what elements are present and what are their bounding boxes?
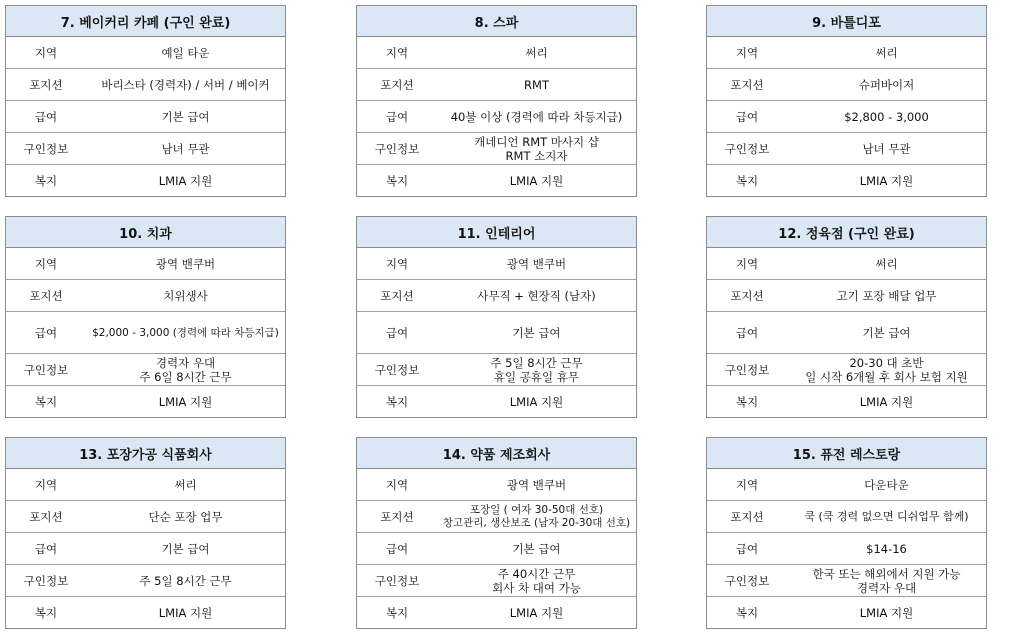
job-card-8 [356,5,637,197]
value-region: 광역 밴쿠버 [506,477,567,492]
label-salary: 급여 [385,325,409,340]
value-salary: 기본 급여 [161,541,210,556]
label-salary: 급여 [735,325,759,340]
job-card-12 [706,216,987,418]
row-benefit [707,165,986,196]
value-benefit: LMIA 지원 [859,605,914,620]
row-region [357,469,636,501]
value-info: 남녀 무관 [862,141,911,156]
row-info [6,354,285,386]
card-title: 10. 치과 [6,217,285,248]
value-region: 광역 밴쿠버 [506,256,567,271]
card-title: 12. 정육점 (구인 완료) [707,217,986,248]
value-region: 써리 [174,477,197,492]
row-position [357,280,636,312]
row-info [357,354,636,386]
label-info: 구인정보 [23,362,69,377]
job-card-14 [356,437,637,629]
label-region: 지역 [735,477,759,492]
value-position: 슈퍼바이저 [858,77,915,92]
label-benefit: 복지 [34,605,58,620]
row-info [6,565,285,597]
value-salary: 기본 급여 [862,325,911,340]
value-position: 바리스타 (경력자) / 서버 / 베이커 [101,77,270,92]
value-info: 남녀 무관 [161,141,210,156]
row-salary [357,533,636,565]
job-card-10 [5,216,286,418]
value-info: 주 5일 8시간 근무 [139,573,232,588]
value-benefit: LMIA 지원 [509,605,564,620]
value-region: 광역 밴쿠버 [155,256,216,271]
row-region [707,37,986,69]
row-salary [357,101,636,133]
value-salary: 기본 급여 [512,541,561,556]
label-salary: 급여 [735,541,759,556]
value-position: 쿡 (쿡 경력 없으면 디쉬업무 함께) [804,509,969,523]
label-region: 지역 [34,477,58,492]
row-region [6,248,285,280]
row-salary [6,101,285,133]
label-position: 포지션 [29,288,63,303]
value-region: 예일 타운 [161,45,210,60]
label-position: 포지션 [380,288,414,303]
label-region: 지역 [385,256,409,271]
label-benefit: 복지 [385,173,409,188]
value-salary: $14-16 [866,541,907,556]
value-info: 한국 또는 해외에서 지원 가능 경력자 우대 [812,566,961,595]
card-title: 7. 베이커리 카페 (구인 완료) [6,6,285,37]
label-info: 구인정보 [724,141,770,156]
value-position: 고기 포장 배달 업무 [836,288,937,303]
value-position: 사무직 + 현장직 (남자) [477,288,596,303]
row-benefit [357,165,636,196]
row-region [6,469,285,501]
row-info [357,565,636,597]
row-info [6,133,285,165]
row-info [707,565,986,597]
value-position: RMT [524,77,549,92]
value-salary: $2,000 - 3,000 (경력에 따라 차등지급) [92,326,279,339]
row-position [707,501,986,533]
row-region [357,248,636,280]
value-info: 캐네디언 RMT 마사지 샵 RMT 소지자 [474,134,599,163]
job-card-9 [706,5,987,197]
value-benefit: LMIA 지원 [509,394,564,409]
label-info: 구인정보 [23,573,69,588]
value-salary: 기본 급여 [161,109,210,124]
label-benefit: 복지 [735,394,759,409]
row-benefit [6,386,285,417]
value-benefit: LMIA 지원 [158,173,213,188]
value-position: 포장일 ( 여자 30-50대 선호) 창고관리, 생산보조 (남자 20-30대 선호) [442,503,631,529]
label-benefit: 복지 [34,394,58,409]
label-region: 지역 [34,45,58,60]
card-title: 11. 인테리어 [357,217,636,248]
label-info: 구인정보 [724,573,770,588]
label-info: 구인정보 [374,573,420,588]
label-position: 포지션 [730,288,764,303]
label-position: 포지션 [730,509,764,524]
row-position [6,280,285,312]
value-salary: 40불 이상 (경력에 따라 차등지급) [450,109,623,124]
row-position [707,280,986,312]
row-benefit [707,386,986,417]
label-salary: 급여 [34,541,58,556]
label-benefit: 복지 [385,605,409,620]
label-salary: 급여 [34,325,58,340]
label-region: 지역 [385,477,409,492]
job-card-11 [356,216,637,418]
job-card-7 [5,5,286,197]
row-position [707,69,986,101]
label-salary: 급여 [385,109,409,124]
job-card-15 [706,437,987,629]
label-position: 포지션 [380,77,414,92]
value-benefit: LMIA 지원 [158,605,213,620]
row-region [707,248,986,280]
row-info [707,133,986,165]
card-title: 9. 바틀디포 [707,6,986,37]
row-region [6,37,285,69]
row-salary [357,312,636,354]
label-info: 구인정보 [374,362,420,377]
label-benefit: 복지 [34,173,58,188]
value-region: 써리 [875,45,898,60]
value-benefit: LMIA 지원 [859,394,914,409]
card-title: 14. 약품 제조회사 [357,438,636,469]
label-region: 지역 [735,256,759,271]
label-benefit: 복지 [735,173,759,188]
label-position: 포지션 [380,509,414,524]
value-region: 써리 [875,256,898,271]
row-benefit [6,165,285,196]
row-salary [707,101,986,133]
label-info: 구인정보 [724,362,770,377]
label-benefit: 복지 [385,394,409,409]
card-title: 13. 포장가공 식품회사 [6,438,285,469]
row-position [357,69,636,101]
row-info [357,133,636,165]
label-region: 지역 [735,45,759,60]
value-region: 써리 [525,45,548,60]
row-region [707,469,986,501]
value-salary: 기본 급여 [512,325,561,340]
row-position [6,501,285,533]
row-benefit [707,597,986,628]
row-position [6,69,285,101]
value-benefit: LMIA 지원 [509,173,564,188]
value-info: 주 5일 8시간 근무 휴일 공휴일 휴무 [490,355,583,384]
label-salary: 급여 [735,109,759,124]
value-info: 20-30 대 초반 일 시작 6개월 후 회사 보험 지원 [805,355,968,384]
label-position: 포지션 [730,77,764,92]
row-salary [707,533,986,565]
job-card-13 [5,437,286,629]
row-benefit [357,386,636,417]
value-salary: $2,800 - 3,000 [844,109,929,124]
value-benefit: LMIA 지원 [859,173,914,188]
value-position: 치위생사 [163,288,208,303]
label-position: 포지션 [29,509,63,524]
label-region: 지역 [34,256,58,271]
value-benefit: LMIA 지원 [158,394,213,409]
label-info: 구인정보 [23,141,69,156]
row-salary [707,312,986,354]
row-position [357,501,636,533]
label-salary: 급여 [34,109,58,124]
value-info: 주 40시간 근무 회사 차 대여 가능 [492,566,581,595]
row-region [357,37,636,69]
label-salary: 급여 [385,541,409,556]
row-benefit [357,597,636,628]
label-position: 포지션 [29,77,63,92]
card-title: 15. 퓨전 레스토랑 [707,438,986,469]
row-salary [6,533,285,565]
label-region: 지역 [385,45,409,60]
card-title: 8. 스파 [357,6,636,37]
value-info: 경력자 우대 주 6일 8시간 근무 [139,355,232,384]
row-salary [6,312,285,354]
row-info [707,354,986,386]
label-info: 구인정보 [374,141,420,156]
value-region: 다운타운 [864,477,909,492]
row-benefit [6,597,285,628]
value-position: 단순 포장 업무 [148,509,223,524]
label-benefit: 복지 [735,605,759,620]
